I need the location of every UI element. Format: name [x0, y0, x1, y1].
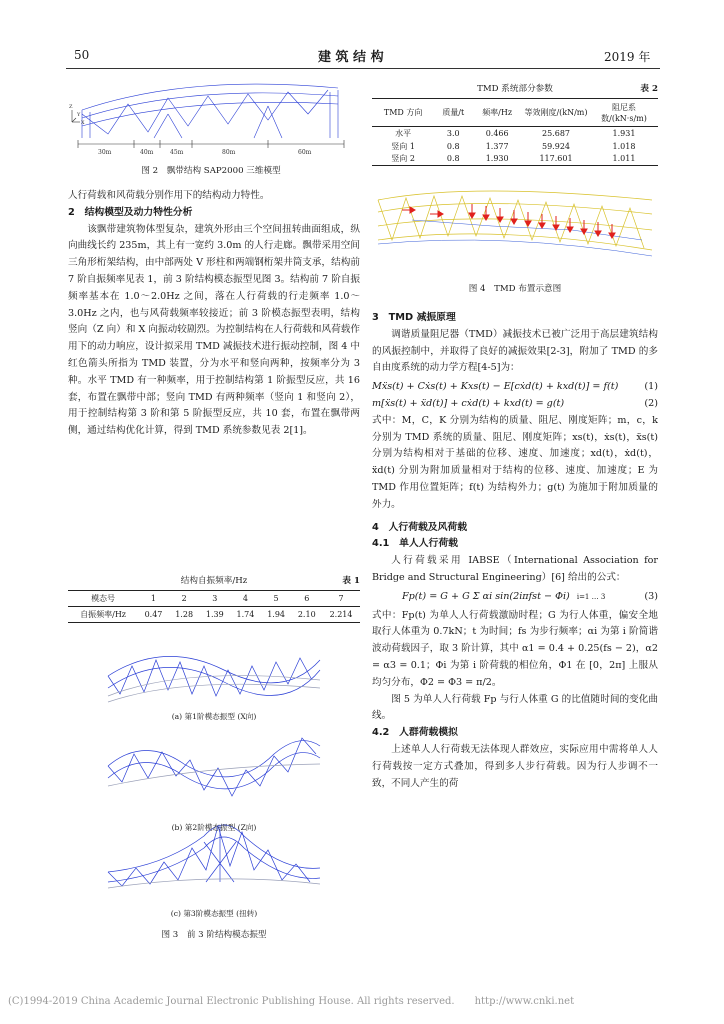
table-cell: 自振频率/Hz: [80, 610, 127, 619]
equation-3-sum-limits: i=1 … 3: [576, 592, 606, 601]
page-number: 50: [74, 48, 90, 62]
table-cell: 1.39: [205, 610, 224, 619]
table-cell: 1.018: [612, 141, 636, 151]
table-cell: 0.8: [446, 154, 460, 164]
dim-label: 40m: [140, 149, 154, 156]
table-cell: 0.466: [485, 128, 509, 138]
table-cell: 1.94: [267, 610, 285, 619]
journal-title: 建 筑 结 构: [318, 50, 384, 65]
table-cell: 2.10: [297, 610, 316, 619]
table-cell: 25.687: [542, 128, 570, 138]
table-cell: 1.011: [612, 154, 636, 164]
table-cell: 2.214: [329, 610, 353, 619]
table-row: [372, 153, 658, 166]
dim-label: 45m: [170, 149, 184, 156]
axis-label: Y: [77, 112, 81, 118]
equation-1-number: (1): [644, 381, 658, 393]
section-2-title: 2 结构模型及动力特性分析: [68, 206, 193, 218]
table-cell: 0.8: [446, 141, 460, 151]
section-3-title: 3 TMD 减振原理: [372, 312, 456, 323]
table-row: [68, 607, 360, 623]
figure-3a-label: (a) 第1阶模态振型 (X向): [171, 712, 257, 721]
table-2: [372, 98, 658, 166]
section-4-2-paragraph: 上述单人人行荷载无法体现人群效应，实际应用中需将单人人行荷载按一定方式叠加，得到多人步行荷载。因为行人步调不一致，不同人产生的荷: [372, 743, 658, 789]
table-1-number: 表 1: [342, 576, 360, 586]
table-cell: 117.601: [539, 154, 573, 164]
equation-2-number: (2): [644, 397, 658, 409]
equation-3-body: Fp(t) = G + G Σ αi sin(2iπfst − Φi): [402, 590, 570, 602]
figure-4-caption: 图 4 TMD 布置示意图: [468, 284, 562, 294]
table-header-cell: 6: [304, 594, 310, 603]
section-2-paragraph: 该飘带建筑物体型复杂，建筑外形由三个空间扭转曲面组成，纵向曲线长约 235m，其上有一宽约 3.0m 的人行走廊。飘带采用空间三角形桁架结构，由中部两处 V 形柱和两端钢桁架井筒支承，结构前 7 阶自振频率见表 1，前 3 阶结构模态振型见图 3。结构前 7 阶自振频率基本在 1.0～2.0Hz 之间，落在人行荷载的行走频率 1.0～3.0Hz 之内，也与风荷载频率较接近；前 3 阶模态振型表明，结构竖向（Z 向）和 X 向振动较剧烈。为控制结构在人行荷载和风荷载作用下的动力响应，设计拟采用 TMD 减振技术进行振动控制，图 4 中红色箭头所指为 TMD 装置，分为水平和竖向两种，按频率分为 3 种。水平 TMD 有一种频率，用于控制结构第 1 阶振型反应，共 16 套，布置在飘带中部；竖向 TMD 有两种频率（竖向 1 和竖向 2），用于控制结构第 3 阶和第 5 阶振型反应，共 10 套，布置在飘带两侧，通过结构优化计算，得到 TMD 系统参数见表 2[1]。: [68, 223, 360, 437]
equation-2-body: m[ẍs(t) + ẍd(t)] + cẋd(t) + kxd(t) = g(t): [372, 397, 565, 409]
intro-paragraph: 人行荷载和风荷载分别作用下的结构动力特性。: [68, 190, 270, 201]
table-cell: 1.74: [236, 610, 255, 619]
table-cell: 竖向 2: [391, 154, 415, 164]
table-1: [68, 590, 360, 623]
where-paragraph: 式中：M，C，K 分别为结构的质量、阻尼、刚度矩阵；m，c，k 分别为 TMD 系统的质量、阻尼、刚度矩阵；xs(t)，ẋs(t)，ẍs(t) 分别为结构相对于基础的位移、速度、加速度；xd(t)，ẋd(t)，ẍd(t) 分别为附加质量相对于结构的位移、速度、加速度；E 为 TMD 作用位置矩阵；f(t) 为结构外力；g(t) 为施加于附加质量的外力。: [372, 414, 658, 510]
table-2-title: TMD 系统部分参数: [477, 84, 553, 94]
equation-3-number: (3): [644, 590, 658, 602]
section-4-title: 4 人行荷载及风荷载: [372, 521, 467, 533]
table-row: [372, 140, 658, 153]
equation-3: [372, 589, 658, 606]
table-header-cell: 5: [273, 594, 279, 603]
copyright-footer: (C)1994-2019 China Academic Journal Electronic Publishing House. All rights reserved. http://www.cnki.net: [8, 996, 575, 1007]
equation-3-explanation: 式中：Fp(t) 为单人人行荷载激励时程；G 为行人体重，偏安全地取行人体重为 0.7kN；t 为时间；fs 为步行频率；αi 为第 i 阶简谐波动荷载因子，取 3 阶计算，其中 α1 = 0.4 + 0.25(fs − 2)，α2 = α3 = 0.1；Φi 为第 i 阶荷载的相位角，Φ1 在 [0，2π] 上服从均匀分布，Φ2 = Φ3 = π/2。: [372, 609, 658, 688]
table-cell: 1.377: [485, 141, 509, 151]
equation-1-body: Mẍs(t) + Cẋs(t) + Kxs(t) − E[cẋd(t) + kxd(t)] = f(t): [372, 381, 619, 393]
table-cell: 水平: [395, 128, 412, 138]
section-3-paragraph: 调谐质量阻尼器（TMD）减振技术已被广泛用于高层建筑结构的风振控制中，并取得了良好的减振效果[2-3]，附加了 TMD 的多自由度系统的动力学方程[4-5]为：: [372, 328, 658, 374]
table-header-cell: TMD 方向: [383, 108, 423, 117]
figure-5-paragraph: 图 5 为单人人行荷载 Fp 与行人体重 G 的比值随时间的变化曲线。: [372, 693, 658, 722]
table-header-cell: 3: [212, 594, 218, 603]
figure-3-caption: 图 3 前 3 阶结构模态振型: [161, 930, 267, 940]
table-header-cell: 模态号: [91, 594, 116, 603]
table-header-cell: 1: [150, 594, 157, 603]
header-rule: [66, 68, 660, 69]
table-1-title: 结构自振频率/Hz: [180, 576, 248, 586]
section-4-1-title: 4.1 单人人行荷载: [372, 538, 458, 550]
right-column: [372, 310, 658, 792]
table-header-row: [68, 591, 360, 607]
table-header-row: [372, 99, 658, 127]
section-4-2-title: 4.2 人群荷载模拟: [372, 727, 458, 739]
axis-label: Z: [69, 104, 73, 110]
section-4-1-paragraph: 人行荷载采用 IABSE（International Association for Bridge and Structural Engineering）[6] 给出的公式：: [372, 555, 658, 583]
table-header-cell: 7: [338, 594, 344, 603]
figure-3c-label: (c) 第3阶模态振型 (扭转): [170, 909, 258, 918]
equation-1: [372, 379, 658, 396]
dim-label: 80m: [222, 149, 236, 156]
table-cell: 1.931: [612, 128, 636, 138]
table-header-cell: 阻尼系数/(kN·s/m): [601, 102, 647, 123]
issue-year: 2019 年: [604, 50, 651, 64]
table-cell: 竖向 1: [391, 141, 415, 151]
table-header-cell: 质量/t: [442, 108, 465, 117]
left-column: [68, 188, 360, 440]
table-cell: 1.28: [175, 610, 194, 619]
table-header-cell: 频率/Hz: [482, 108, 513, 117]
table-cell: 3.0: [446, 128, 460, 138]
figure-2-caption: 图 2 飘带结构 SAP2000 三维模型: [141, 166, 281, 176]
dim-label: 60m: [298, 149, 312, 156]
equation-2: [372, 396, 658, 413]
figure-3-mode-shapes: [104, 636, 324, 906]
table-cell: 59.924: [542, 141, 570, 151]
figure-4-tmd-layout: [372, 180, 658, 272]
dim-label: 30m: [98, 149, 112, 156]
axis-label: X: [81, 120, 85, 126]
table-cell: 1.930: [485, 154, 509, 164]
table-row: [372, 127, 658, 140]
figure-2-wireframe: [68, 74, 354, 160]
table-header-cell: 4: [242, 594, 248, 603]
table-header-cell: 2: [181, 594, 187, 603]
figure-3b-label: (b) 第2阶模态振型 (Z向): [171, 823, 257, 832]
table-2-number: 表 2: [640, 84, 658, 94]
table-header-cell: 等效刚度/(kN/m): [524, 108, 588, 117]
table-cell: 0.47: [144, 610, 163, 619]
